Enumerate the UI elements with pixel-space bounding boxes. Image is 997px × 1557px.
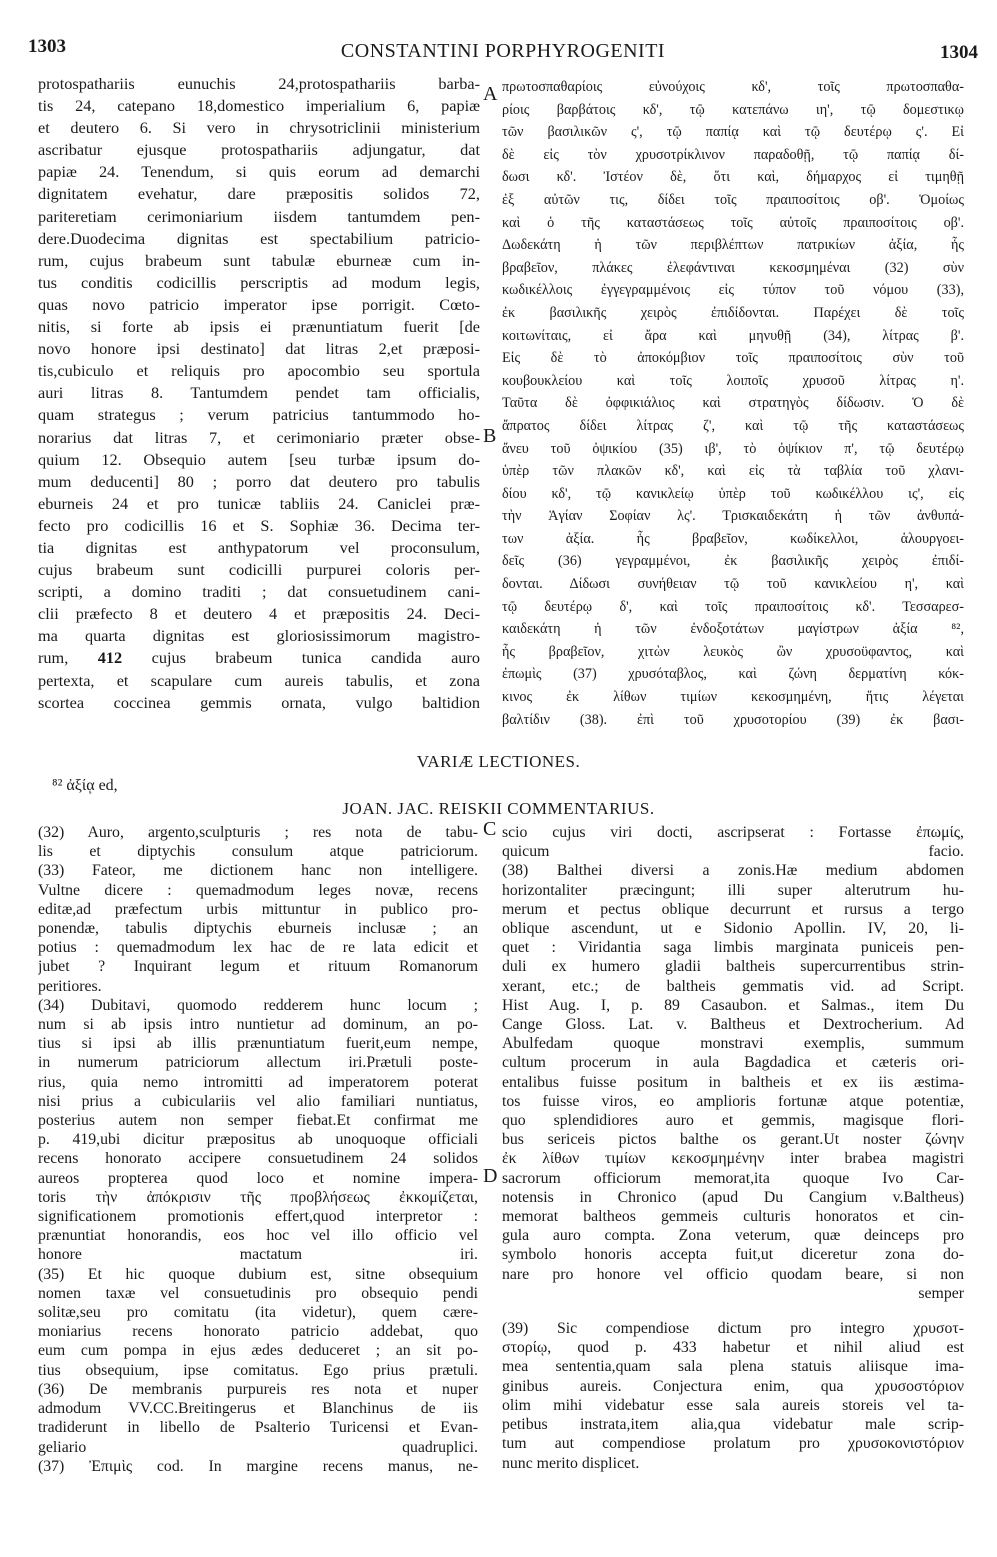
page-number-left: 1303 [28, 36, 66, 57]
text-line: tia dignitas est anthypatorum vel proconsulum, [38, 537, 480, 557]
text-line: ponendæ, tabulis diptychis eburneis inclusæ ; an [38, 920, 478, 938]
commentary-left-column [38, 823, 478, 1476]
text-line: Εἰς δὲ τὸ ἀποκόμβιον τοῖς πραιποσίτοις σὺν τοῦ [502, 350, 964, 367]
text-line: moniarius recens honorato patricio addebat, quo [38, 1323, 478, 1341]
text-line: solitæ,seu pro comitatu (ita videtur), quem cære- [38, 1304, 478, 1322]
text-line: quas novo patricio imperator ipse porrigit. Cœto- [38, 294, 480, 314]
text-line: τὴν Ἁγίαν Σοφίαν λς'. Τρισκαιδεκάτη ἡ τῶν ἀνθυπά- [502, 508, 964, 525]
text-line: notensis in Chronico (apud Du Cangium v.Baltheus) [502, 1188, 964, 1206]
text-line: dignitatem evehatur, dare præpositis solidos 72, [38, 184, 480, 204]
text-line: κοιτωνίταις, εἰ ἄρα καὶ μηνυθῇ (34), λίτρας β'. [502, 327, 964, 344]
column-number-412: 412 [97, 648, 123, 668]
text-line: tos fuisse viros, eo amplioris fortunæ atque potentiæ, [502, 1092, 964, 1110]
text-line: cujus brabeum sunt codicilli purpurei coloris per- [38, 560, 480, 580]
text-line: nomen taxæ vel consuetudinis pro obsequio pendi [38, 1284, 478, 1302]
running-header [28, 36, 978, 66]
text-line: pariteretiam cerimoniarium iisdem tantumdem pen- [38, 206, 480, 226]
commentary-heading: JOAN. JAC. REISKII COMMENTARIUS. [342, 799, 655, 818]
text-line: novo honore ipsi destinato] dat litras 2,et præposi- [38, 339, 480, 359]
margin-marker-c: C [483, 818, 497, 840]
commentary-right-column [502, 823, 964, 1473]
margin-marker-a: A [483, 83, 498, 105]
text-line: δεῖς (36) γεγραμμένοι, ἐκ βασιλικῆς χειρὸς ἐπιδί- [502, 553, 964, 570]
text-line: βραβεῖον, πλάκες ἐλεφάντιναι κεκοσμημέναι (32) σὺν [502, 259, 964, 276]
text-line: posterius autem non semper fiebat.Et confirmat me [38, 1112, 478, 1130]
text-line: nisi prius a cubiculariis vel alio familiari nuntiatus, [38, 1092, 478, 1110]
text-line: scortea coccinea gemmis ornata, vulgo baltidion [38, 692, 480, 712]
margin-marker-b: B [483, 425, 497, 447]
text-line: tradiderunt in libello de Psalterio Turicensi et Evan- [38, 1419, 478, 1437]
text-line: pertexta, et scapulare cum aureis tabulis, et zona [38, 670, 480, 690]
text-line: nare pro honore vel officio quodam beare, si non [502, 1265, 964, 1283]
page-number-right: 1304 [940, 42, 978, 63]
text-line: tius si ipsi ab illis prænuntiatum fuerit,eum nempe, [38, 1035, 478, 1053]
text-line: fecto pro codicillis 16 et S. Sophiæ 36. Decima ter- [38, 515, 480, 535]
text-line: eburneis 24 et pro tunicæ tabliis 24. Caniclei præ- [38, 493, 480, 513]
text-line: quium 12. Obsequio autem [seu turbæ ipsum do- [38, 449, 480, 469]
text-line: auri litras 8. Tantumdem pendet tam officialis, [38, 383, 480, 403]
text-line: peritiores. [38, 977, 102, 995]
text-line: δωσι κδ'. Ἰστέον δὲ, ὅτι καὶ, δήμαρχος εἰ τιμηθῇ [502, 169, 964, 186]
text-line: editæ,ad præfectum urbis mittuntur in publico pro- [38, 900, 478, 918]
text-line: entalibus fuisse positum in baltheis et ex iis æstima- [502, 1073, 964, 1091]
text-line: semper [918, 1284, 964, 1302]
text-line: significationem promotionis effert,quod interpretor : [38, 1208, 478, 1226]
text-line: quet : Viridantia saga limbis marginata puniceis pen- [502, 939, 964, 957]
text-line: (34) Dubitavi, quomodo redderem hunc locum ; [38, 996, 478, 1014]
text-line: ascribatur ejusque protospathariis adjungatur, dat [38, 140, 480, 160]
text-line: p. 419,ubi dicitur præpositus ab unoquoque officiali [38, 1131, 478, 1149]
text-line: Ταῦτα δὲ ὀφφικιάλιος καὶ στρατηγὸς δίδωσιν. Ὁ δὲ [502, 395, 964, 412]
text-line: (32) Auro, argento,sculpturis ; res nota de tabu- [38, 824, 478, 841]
text-line: geliario quadruplici. [38, 1438, 478, 1456]
text-line: olim mihi videbatur esse sala aureis storeis vel ta- [502, 1396, 964, 1414]
text-line: clii præfecto 8 et deutero 4 et præpositis 24. Deci- [38, 604, 480, 624]
text-line: duli ex humero gladii baltheis supercurrentibus strin- [502, 958, 964, 976]
text-line: recens honorato accipere consuetudinem 24 solidos [38, 1150, 478, 1168]
text-line: ρίοις βαρβάτοις κδ', τῷ κατεπάνω ιη', τῷ δομεστικῳ [502, 101, 964, 118]
text-line: symbolo honoris accepta fuit,ut diceretur zona do- [502, 1246, 964, 1264]
text-line: βαλτίδιν (38). ἐπὶ τοῦ χρυσοτορίου (39) ἐκ βασι- [502, 711, 964, 728]
text-line: ginibus aureis. Conjectura enim, qua χρυσοστόριον [502, 1377, 964, 1395]
text-line: norarius dat litras 7, et cerimoniario præter obse- [38, 427, 480, 447]
text-line: rius, quia nemo intromitti ad imperatorem poterat [38, 1073, 478, 1091]
text-line: δὲ εἰς τὸν χρυσοτρίκλινον παραδοθῇ, τῷ παπίᾳ δί- [502, 146, 964, 163]
text-line: tis,cubiculo et reliquis pro apocombio seu sportula [38, 361, 480, 381]
text-line: (38) Balthei diversi a zonis.Hæ medium abdomen [502, 862, 964, 880]
text-line: ma quarta dignitas est gloriosissimorum magistro- [38, 626, 480, 646]
text-line: ἐκ βασιλικῆς χειρὸς ἐπιδίδονται. Παρέχει δὲ τοῖς [502, 304, 964, 321]
greek-text-column [502, 76, 964, 731]
text-line: ἐκ λίθων τιμίων κεκοσμημένην inter brabea magistri [502, 1150, 964, 1168]
text-line: scripti, a domino traditi ; dat consuetudinem cani- [38, 582, 480, 602]
text-line: δονται. Δίδωσι συνήθειαν τῷ τοῦ κανικλείου η', καὶ [502, 576, 964, 593]
text-line: κουβουκλείου καὶ τοῖς λοιποῖς χρυσοῦ λίτρας η'. [502, 372, 964, 389]
text-line: quicum facio. [502, 843, 964, 861]
text-line: tis 24, catepano 18,domestico imperialium 6, papiæ [38, 96, 480, 116]
text-line: quam strategus ; verum patricius tantummodo ho- [38, 405, 480, 425]
text-line: jubet ? Inquirant legum et rituum Romanorum [38, 958, 478, 976]
text-line: (33) Fateor, me dictionem hanc non intelligere. [38, 862, 478, 880]
text-line: ἄπρατος δίδει λίτρας ζ', καὶ τῷ τῆς καταστάσεως [502, 417, 964, 434]
text-line: oblique ascendunt, ut e Sidonio Apollin. IV, 20, li- [502, 920, 964, 938]
variant-reading-note: ⁸² ἀξίᾳ ed, [52, 777, 118, 794]
paragraph-gap [502, 1303, 964, 1319]
text-line: eum cum pompa in ejus ædes deduceret ; an sit po- [38, 1342, 478, 1360]
text-line: petibus instrata,item alia,qua videbatur male scrip- [502, 1416, 964, 1434]
text-line: admodum VV.CC.Breitingerus et Blanchinus de iis [38, 1400, 478, 1418]
text-line: Abulfedam quoque monstravi exemplis, summum [502, 1035, 964, 1053]
text-line: κωδικέλλοις ἐγγεγραμμένοις εἰς τύπον τοῦ νόμου (33), [502, 282, 964, 299]
text-line: τῷ δευτέρῳ δ', καὶ τοῖς πραιποσίτοις κδ'. Τεσσαρεσ- [502, 598, 964, 615]
text-line: Vultne dicere : quemadmodum leges novæ, recens [38, 881, 478, 899]
text-line: καὶ ὁ τῆς καταστάσεως τοῖς αὐτοῖς πραιποσίτοις οβ'. [502, 214, 964, 231]
text-line: των ἀξία. ἧς βραβεῖον, κωδίκελλοι, ἁλουργοει- [502, 530, 964, 547]
text-line: δίου κδ', τῷ κανικλείῳ ὑπὲρ τοῦ κωδικέλλου ις', εἰς [502, 485, 964, 502]
text-line: (36) De membranis purpureis res nota et nuper [38, 1380, 478, 1398]
text-line: horizontaliter præcingunt; illi super alterutrum hu- [502, 881, 964, 899]
text-line: cultum procerum in aula Bagdadica et cæteris ori- [502, 1054, 964, 1072]
text-line: num si ab ipsis intro nuntietur ad dominum, an po- [38, 1016, 478, 1034]
text-line: potius : quemadmodum lex hac de re lata edicit et [38, 939, 478, 957]
text-line: ἐπωμὶς (37) χρυσόταβλος, καὶ ζώνη δερματίνη κόκ- [502, 666, 964, 683]
text-line: τῶν βασιλικῶν ς', τῷ παπίᾳ καὶ τῷ δευτέρῳ ς'. Εἰ [502, 124, 964, 141]
text-line: (37) Ἐπιμὶς cod. In margine recens manus, ne- [38, 1457, 478, 1475]
text-line: xerant, etc.; de baltheis gemmatis vid. ad Script. [502, 977, 964, 995]
text-line: πρωτοσπαθαρίοις εὐνούχοις κδ', τοῖς πρωτοσπαθα- [502, 79, 964, 95]
text-line: ἐξ αὐτῶν τις, δίδει τοῖς πραιποσίτοις οβ'. Ὁμοίως [502, 191, 964, 208]
text-line: gula auro compta. Zona veterum, quæ deinceps pro [502, 1227, 964, 1245]
text-line: prænuntiat honorandis, eos hoc vel illo officio vel [38, 1227, 478, 1245]
text-line: nunc merito displicet. [502, 1454, 640, 1472]
text-line: tus conditis codicillis perscriptis ad modum legis, [38, 272, 480, 292]
text-line: Hist Aug. I, p. 89 Casaubon. et Salmas., item Du [502, 996, 964, 1014]
text-line: aureos propterea quod loco et nomine impera- [38, 1169, 478, 1187]
text-line: tum aut compendiose prolatum pro χρυσοκονιστόριον [502, 1435, 964, 1453]
text-line: κινος ἐκ λίθων τιμίων κεκοσμημένη, ἥτις λέγεται [502, 689, 964, 706]
running-title: CONSTANTINI PORPHYROGENITI [340, 40, 666, 62]
text-line: protospathariis eunuchis 24,protospathariis barba- [38, 74, 480, 93]
variae-lectiones-heading: VARIÆ LECTIONES. [416, 752, 581, 771]
text-line: et deutero 6. Si vero in chrysotriclinii ministerium [38, 118, 480, 138]
text-line: ἧς βραβεῖον, χιτὼν λευκὸς ὢν χρυσοϋφαντος, καὶ [502, 643, 964, 660]
text-line: rum, 412 cujus brabeum tunica candida auro [38, 648, 480, 668]
text-line: mum deducenti] 80 ; porro dat deutero pro tabulis [38, 471, 480, 491]
text-line: Δωδεκάτη ἡ τῶν περιβλέπτων πατρικίων ἀξία, ἧς [502, 237, 964, 254]
margin-marker-d: D [483, 1165, 498, 1187]
text-line: papiæ 24. Tenendum, si quis eorum ad demarchi [38, 162, 480, 182]
text-line: ὑπὲρ τῶν πλακῶν κδ', καὶ εἰς τὰ ταβλία τοῦ χλανι- [502, 463, 964, 480]
text-line: Cange Gloss. Lat. v. Baltheus et Dextrocherium. Ad [502, 1016, 964, 1034]
text-line: rum, cujus brabeum sunt tabulæ eburneæ cum in- [38, 250, 480, 270]
text-line: bus sericeis pictos balthe os gerant.Ut noster ζώνην [502, 1131, 964, 1149]
text-line: sacrorum officiorum memorat,ita quoque Ivo Car- [502, 1169, 964, 1187]
text-line: toris τὴν ἀπόκρισιν τῆς προβλήσεως ἐκκομίζεται, [38, 1188, 478, 1206]
text-line: dere.Duodecima dignitas est spectabilium patricio- [38, 228, 480, 248]
text-line: nitis, si forte ab ipsis ei prænuntiatum fuerit [de [38, 317, 480, 337]
text-line: ἄνευ τοῦ ὀψικίου (35) ιβ', τὸ ὀψίκιον π', τῷ δευτέρῳ [502, 440, 964, 457]
text-line: scio cujus viri docti, ascripserat : Fortasse ἐπωμίς, [502, 824, 964, 841]
text-line: quo splendidiores auro et gemmis, magisque flori- [502, 1112, 964, 1130]
text-line: (39) Sic compendiose dictum pro integro χρυσοτ- [502, 1320, 964, 1338]
text-line: στορίῳ, quod p. 433 habetur et nihil aliud est [502, 1339, 964, 1357]
text-line: merum et pectus oblique decurrunt et rursus a tergo [502, 900, 964, 918]
text-line: memorat baltheos gemmeis culturis honoratos et cin- [502, 1208, 964, 1226]
text-line: in numerum patriciorum allectum iri.Prætuli poste- [38, 1054, 478, 1072]
text-line: tius obsequium, ipse comitatus. Ego prius prætuli. [38, 1361, 478, 1379]
text-line: καιδεκάτη ἡ τῶν ἐνδοξοτάτων μαγίστρων ἀξία ⁸², [502, 621, 964, 638]
text-line: lis et diptychis consulum atque patriciorum. [38, 843, 478, 861]
text-line: honore mactatum iri. [38, 1246, 478, 1264]
latin-text-column [38, 73, 480, 714]
text-line: mea sententia,quam sala plena statuis aliisque ima- [502, 1358, 964, 1376]
text-line: (35) Et hic quoque dubium est, sitne obsequium [38, 1265, 478, 1283]
